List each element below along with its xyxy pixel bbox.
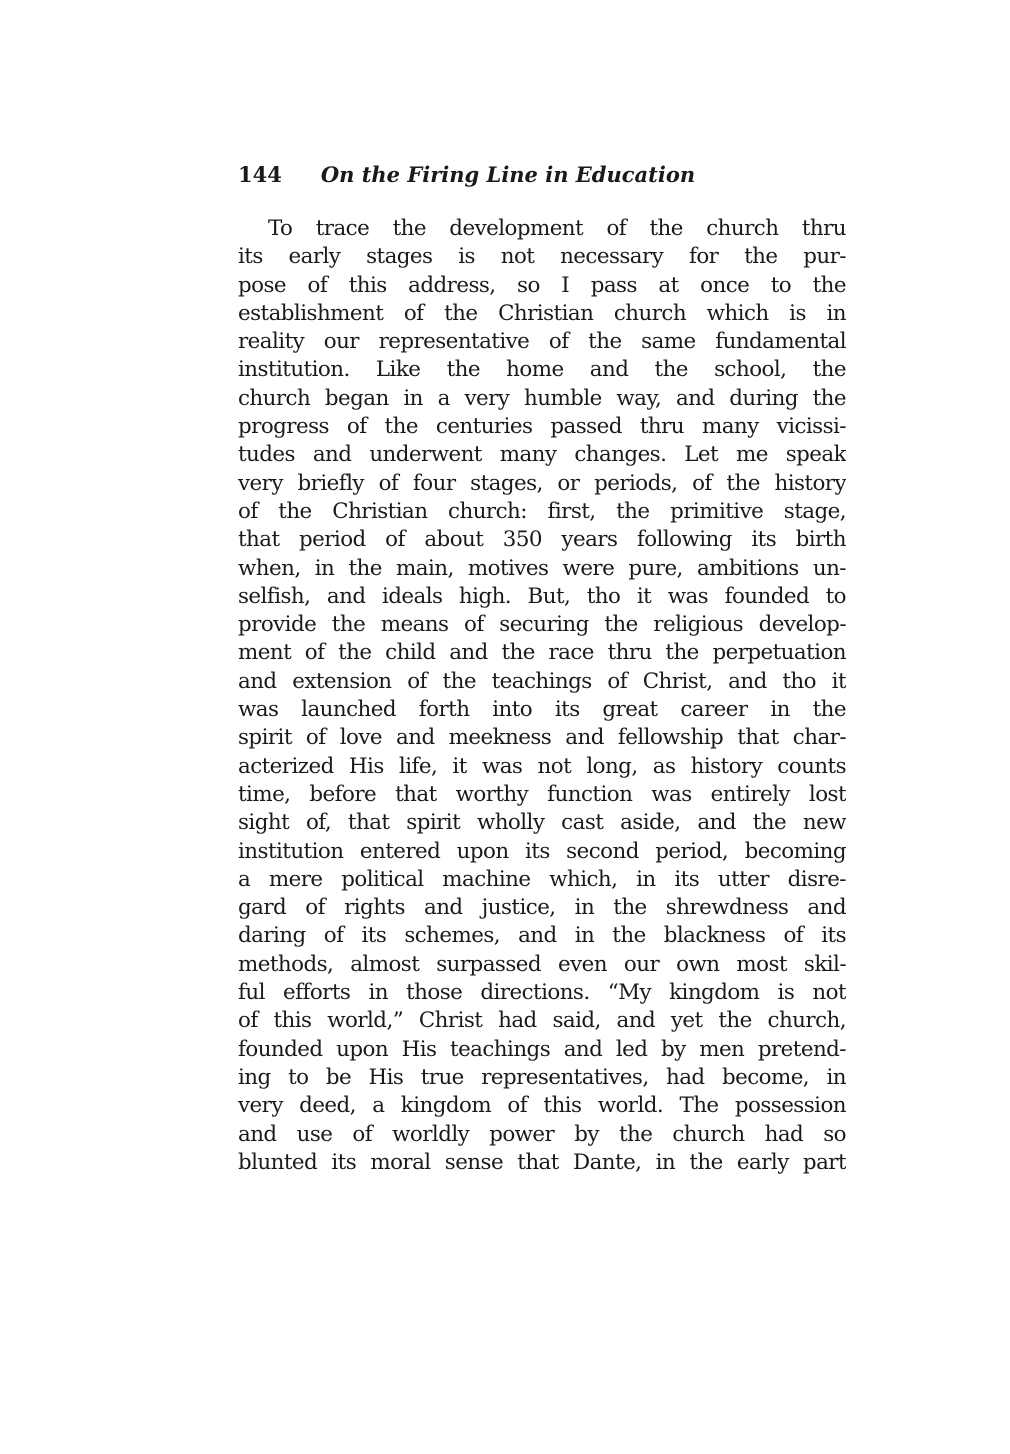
- text-line: progress of the centuries passed thru many vicissi-: [238, 414, 846, 440]
- text-line: time, before that worthy function was entirely lost: [238, 781, 846, 807]
- text-line: sight of, that spirit wholly cast aside, and the new: [238, 810, 846, 836]
- text-line: gard of rights and justice, in the shrewdness and: [238, 895, 846, 921]
- text-line: pose of this address, so I pass at once to the: [238, 272, 846, 298]
- text-line: reality our representative of the same fundamental: [238, 329, 846, 355]
- running-title: On the Firing Line in Education: [320, 162, 696, 187]
- text-line: very briefly of four stages, or periods, of the history: [238, 470, 846, 496]
- text-line: founded upon His teachings and led by men pretend-: [238, 1036, 846, 1062]
- text-line: church began in a very humble way, and during the: [238, 385, 846, 411]
- text-line: selfish, and ideals high. But, tho it was founded to: [238, 583, 846, 609]
- text-line: institution. Like the home and the school, the: [238, 357, 846, 383]
- running-head: [238, 158, 848, 192]
- text-line: of the Christian church: first, the primitive stage,: [238, 498, 846, 524]
- text-line: ment of the child and the race thru the perpetuation: [238, 640, 846, 666]
- text-line: when, in the main, motives were pure, ambitions un-: [238, 555, 846, 581]
- text-line: of this world,” Christ had said, and yet the church,: [238, 1008, 846, 1034]
- text-line: that period of about 350 years following its birth: [238, 527, 846, 553]
- text-line: ful efforts in those directions. “My kingdom is not: [238, 980, 846, 1006]
- text-line: a mere political machine which, in its utter disre-: [238, 866, 846, 892]
- text-line: spirit of love and meekness and fellowship that char-: [238, 725, 846, 751]
- text-line: ing to be His true representatives, had become, in: [238, 1064, 846, 1090]
- text-line: blunted its moral sense that Dante, in the early part: [238, 1149, 846, 1175]
- text-line: and use of worldly power by the church had so: [238, 1121, 846, 1147]
- text-line: To trace the development of the church thru: [268, 216, 846, 241]
- text-line: institution entered upon its second period, becoming: [238, 838, 846, 864]
- text-line: daring of its schemes, and in the blackness of its: [238, 923, 846, 949]
- text-line: provide the means of securing the religious develop-: [238, 612, 846, 638]
- text-line: its early stages is not necessary for the pur-: [238, 244, 846, 270]
- text-line: very deed, a kingdom of this world. The possession: [238, 1093, 846, 1119]
- text-line: acterized His life, it was not long, as history counts: [238, 753, 846, 779]
- text-line: and extension of the teachings of Christ, and tho it: [238, 668, 846, 694]
- text-line: tudes and underwent many changes. Let me speak: [238, 442, 846, 468]
- page-number: 144: [238, 162, 282, 187]
- text-line: methods, almost surpassed even our own most skil-: [238, 951, 846, 977]
- body-paragraph: [238, 215, 846, 1177]
- text-line: was launched forth into its great career in the: [238, 697, 846, 723]
- text-line: establishment of the Christian church which is in: [238, 300, 846, 326]
